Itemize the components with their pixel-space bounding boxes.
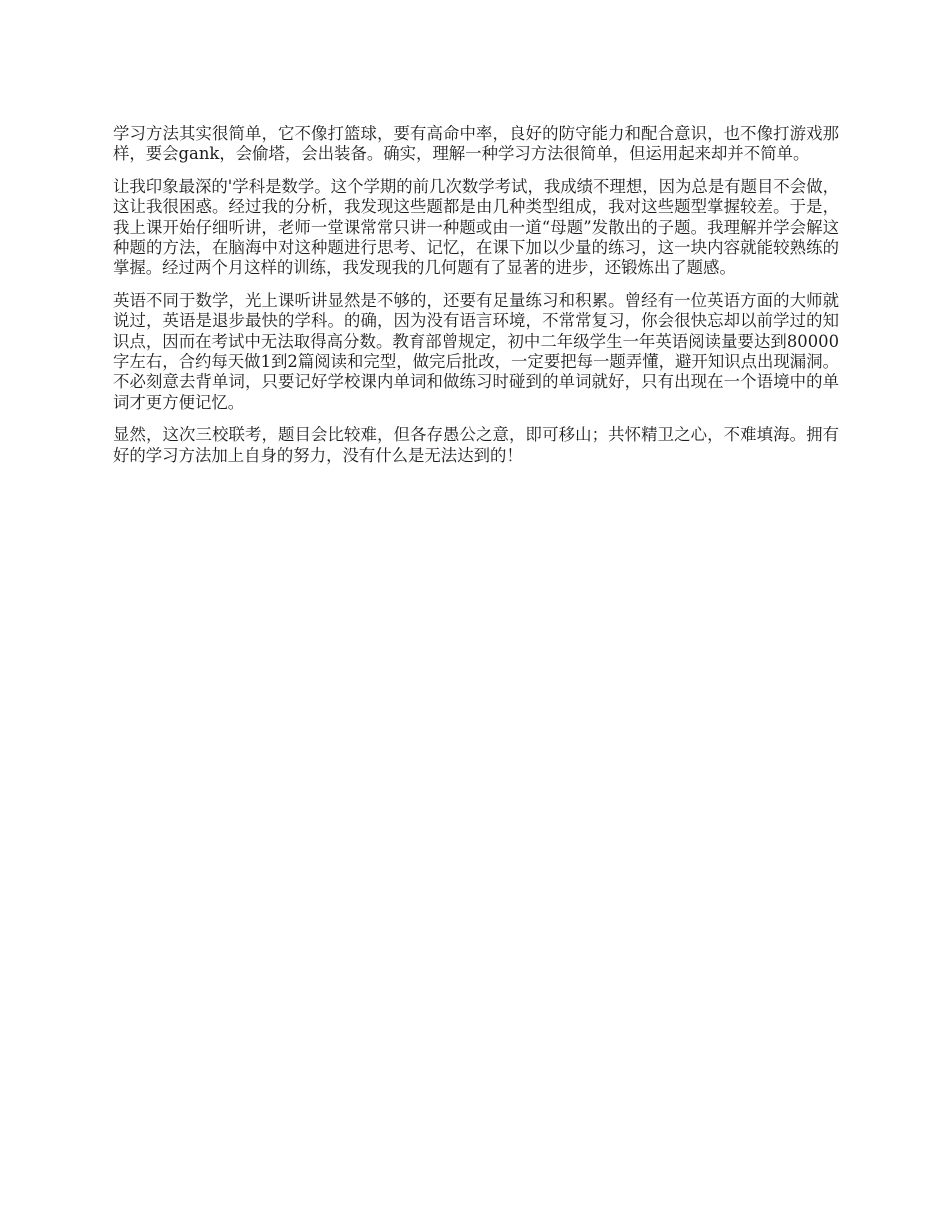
document-body	[113, 124, 839, 478]
paragraph-4: 显然，这次三校联考，题目会比较难，但各存愚公之意，即可移山；共怀精卫之心，不难填海。拥有好的学习方法加上自身的努力，没有什么是无法达到的！	[113, 425, 839, 465]
paragraph-3: 英语不同于数学，光上课听讲显然是不够的，还要有足量练习和积累。曾经有一位英语方面的大师就说过，英语是退步最快的学科。的确，因为没有语言环境，不常常复习，你会很快忘却以前学过的知识点，因而在考试中无法取得高分数。教育部曾规定，初中二年级学生一年英语阅读量要达到80000字左右，合约每天做1到2篇阅读和完型，做完后批改，一定要把每一题弄懂，避开知识点出现漏洞。不必刻意去背单词，只要记好学校课内单词和做练习时碰到的单词就好，只有出现在一个语境中的单词才更方便记忆。	[113, 290, 839, 412]
paragraph-2: 让我印象最深的'学科是数学。这个学期的前几次数学考试，我成绩不理想，因为总是有题目不会做，这让我很困惑。经过我的分析，我发现这些题都是由几种类型组成，我对这些题型掌握较差。于是，我上课开始仔细听讲，老师一堂课常常只讲一种题或由一道“母题”发散出的子题。我理解并学会解这种题的方法，在脑海中对这种题进行思考、记忆，在课下加以少量的练习，这一块内容就能较熟练的掌握。经过两个月这样的训练，我发现我的几何题有了显著的进步，还锻炼出了题感。	[113, 176, 839, 278]
paragraph-1: 学习方法其实很简单，它不像打篮球，要有高命中率，良好的防守能力和配合意识，也不像打游戏那样，要会gank，会偷塔，会出装备。确实，理解一种学习方法很简单，但运用起来却并不简单。	[113, 124, 839, 164]
